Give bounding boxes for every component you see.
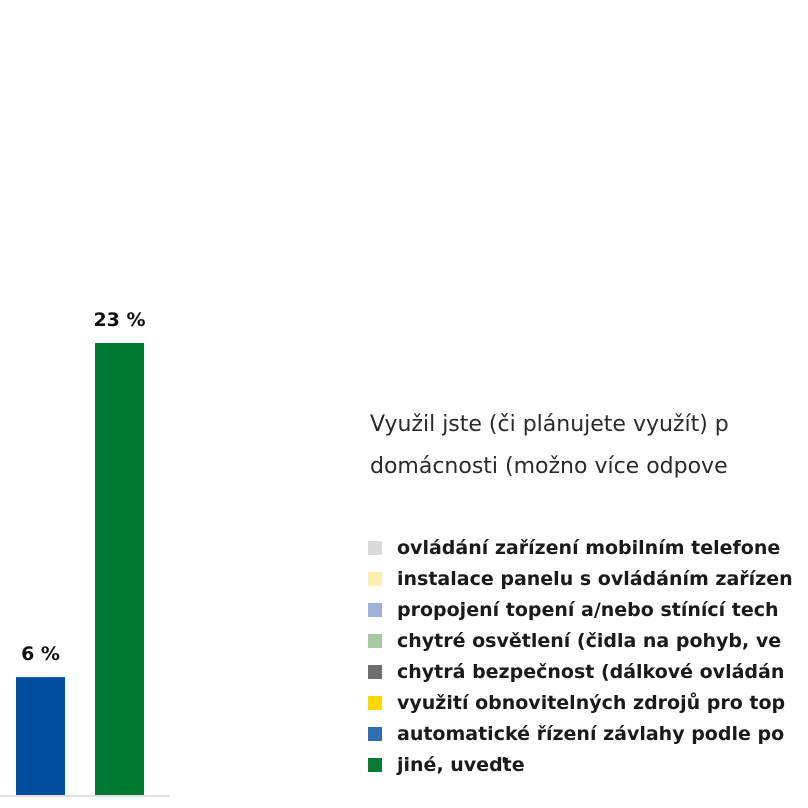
legend-item bbox=[368, 687, 808, 718]
legend-label: jiné, uveďte bbox=[397, 753, 525, 776]
legend-label: chytrá bezpečnost (dálkové ovládán bbox=[397, 660, 785, 683]
legend-label: chytré osvětlení (čidla na pohyb, ve bbox=[397, 629, 782, 652]
legend-swatch bbox=[368, 696, 382, 710]
bar-7 bbox=[16, 677, 65, 795]
legend-swatch bbox=[368, 665, 382, 679]
legend-item bbox=[368, 563, 808, 594]
legend-item bbox=[368, 749, 808, 780]
question-line: Využil jste (či plánujete využít) p bbox=[370, 412, 729, 437]
legend-item bbox=[368, 718, 808, 749]
chart-question bbox=[370, 404, 808, 488]
question-line: domácnosti (možno více odpove bbox=[370, 454, 728, 479]
legend-item bbox=[368, 594, 808, 625]
legend-label: ovládání zařízení mobilním telefone bbox=[397, 536, 781, 559]
legend-swatch bbox=[368, 727, 382, 741]
legend-label: propojení topení a/nebo stínící tech bbox=[397, 598, 779, 621]
legend-label: instalace panelu s ovládáním zařízen bbox=[397, 567, 793, 590]
legend-label: automatické řízení závlahy podle po bbox=[397, 722, 785, 745]
legend-swatch bbox=[368, 572, 382, 586]
legend bbox=[368, 532, 808, 780]
legend-swatch bbox=[368, 634, 382, 648]
legend-swatch bbox=[368, 758, 382, 772]
legend-label: využití obnovitelných zdrojů pro top bbox=[397, 691, 786, 714]
legend-swatch bbox=[368, 541, 382, 555]
legend-swatch bbox=[368, 603, 382, 617]
bar-value-label: 23 % bbox=[93, 309, 146, 331]
bar-8 bbox=[95, 343, 144, 795]
bars-group bbox=[16, 309, 146, 795]
legend-item bbox=[368, 656, 808, 687]
legend-item bbox=[368, 625, 808, 656]
legend-item bbox=[368, 532, 808, 563]
bar-value-label: 6 % bbox=[21, 643, 60, 666]
